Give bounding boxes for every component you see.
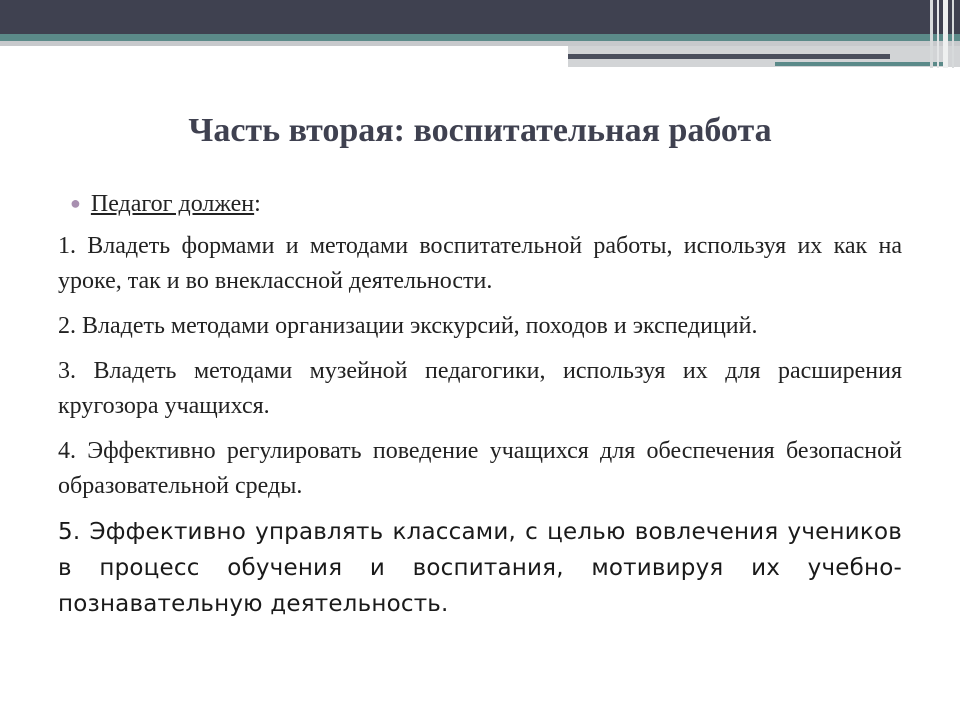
decorative-vertical-bar [952, 0, 954, 68]
list-item-1: 1. Владеть формами и методами воспитательной работы, используя их как на уроке, так и во внеклассной деятельности. [58, 233, 902, 294]
bullet-suffix: : [254, 191, 261, 217]
bullet-label: Педагог должен [90, 191, 255, 217]
top-banner-accent-stripe [0, 34, 960, 41]
bullet-item [70, 188, 902, 221]
bullet-text [91, 188, 261, 220]
top-banner-step-line [568, 54, 890, 59]
decorative-vertical-bar [937, 0, 939, 68]
list-item-4: 4. Эффективно регулировать поведение учащихся для обеспечения безопасной образовательной среды. [58, 438, 902, 499]
bullet-dot-icon: ● [70, 193, 81, 213]
list-item-5: 5. Эффективно управлять классами, с целью вовлечения учеников в процесс обучения и воспитания, мотивируя их учебно-познавательную деятельность. [58, 519, 902, 617]
top-banner-step-line-accent [775, 62, 943, 66]
top-banner [0, 0, 960, 34]
slide-title: Часть вторая: воспитательная работа [188, 112, 772, 149]
slide-body [58, 188, 902, 632]
decorative-vertical-bar [943, 0, 948, 68]
list-item-3: 3. Владеть методами музейной педагогики, используя их для расширения кругозора учащихся. [58, 358, 902, 419]
decorative-vertical-bar [930, 0, 933, 68]
list-item-2: 2. Владеть методами организации экскурсий, походов и экспедиций. [58, 313, 758, 339]
